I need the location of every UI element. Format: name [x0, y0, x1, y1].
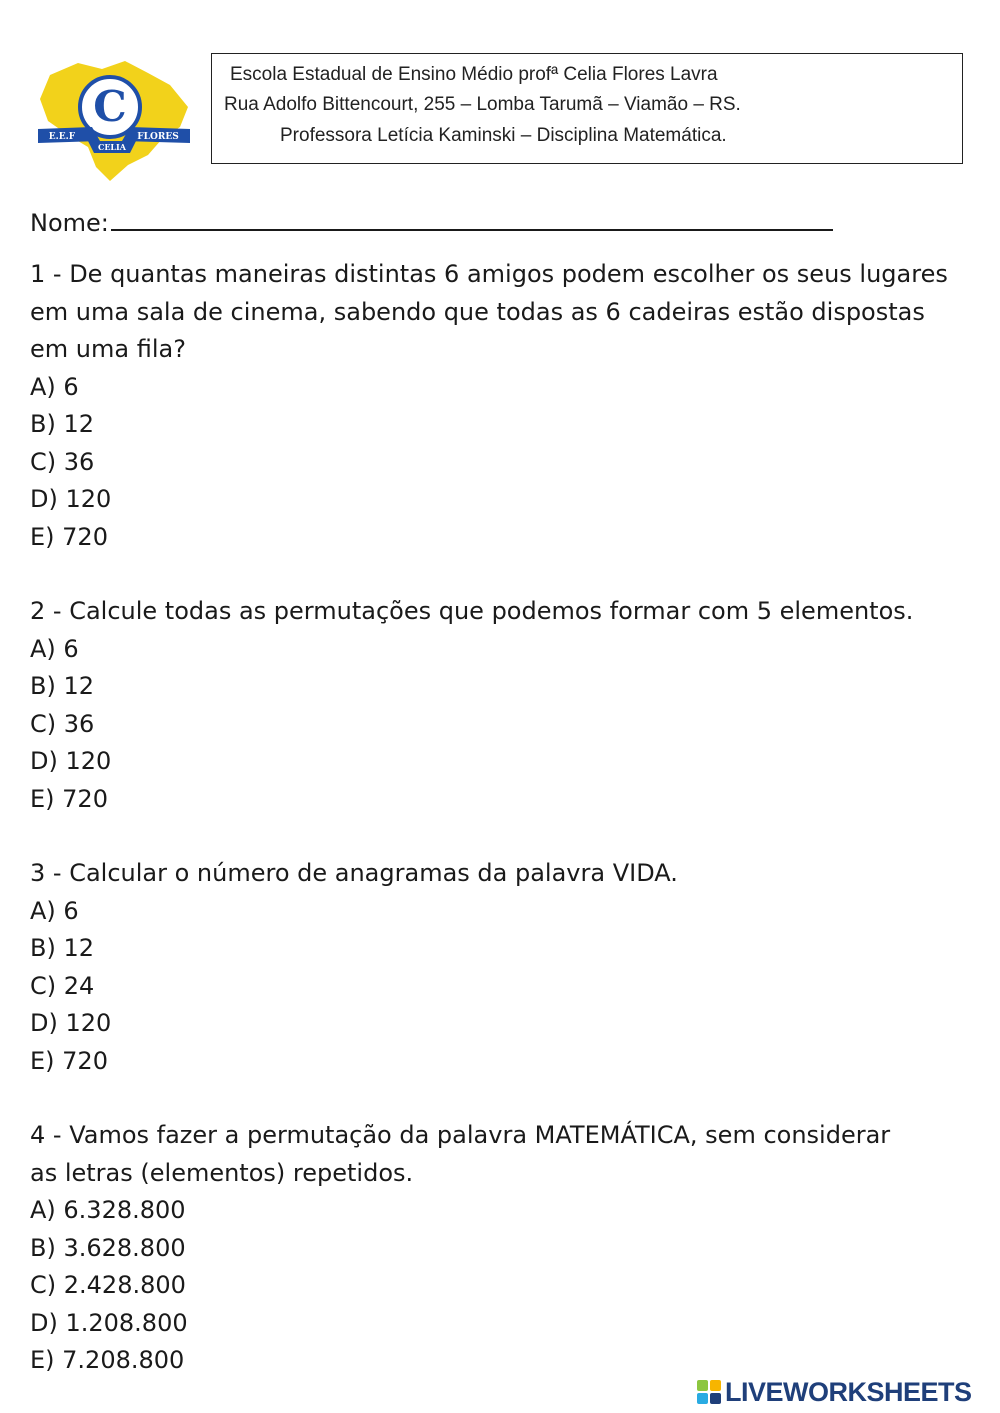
liveworksheets-icon [697, 1380, 721, 1404]
school-address: Rua Adolfo Bittencourt, 255 – Lomba Tarumã – Viamão – RS. [224, 94, 741, 115]
question-4-line: as letras (elementos) repetidos. [30, 1158, 414, 1187]
question-1-option-e[interactable]: E) 720 [30, 522, 108, 551]
logo-letter: C [93, 82, 127, 131]
question-3-option-b[interactable]: B) 12 [30, 934, 94, 962]
question-1-option-b[interactable]: B) 12 [30, 410, 94, 438]
question-4-option-e[interactable]: E) 7.208.800 [30, 1346, 185, 1374]
question-3-option-d[interactable]: D) 120 [30, 1009, 112, 1037]
question-2-option-b[interactable]: B) 12 [30, 672, 94, 700]
question-2-option-d[interactable]: D) 120 [30, 747, 112, 775]
question-1 [30, 256, 970, 556]
school-header [211, 53, 963, 164]
question-4-option-b[interactable]: B) 3.628.800 [30, 1233, 186, 1262]
question-1-option-c[interactable]: C) 36 [30, 447, 95, 476]
name-label: Nome: [30, 209, 109, 237]
teacher-line: Professora Letícia Kaminski – Disciplina Matemática. [280, 125, 727, 146]
school-name: Escola Estadual de Ensino Médio profª Celia Flores Lavra [230, 64, 718, 85]
question-2-option-e[interactable]: E) 720 [30, 784, 108, 813]
liveworksheets-wordmark: LIVEWORKSHEETS [725, 1376, 972, 1407]
question-1-option-a[interactable]: A) 6 [30, 372, 79, 401]
logo-text-left: E.E.F [48, 132, 76, 142]
school-logo [30, 55, 200, 185]
question-3 [30, 855, 970, 1080]
name-blank-line[interactable] [111, 203, 833, 231]
question-1-line: em uma fila? [30, 335, 186, 363]
school-logo-graphic [30, 55, 200, 185]
question-1-option-d[interactable]: D) 120 [30, 485, 112, 513]
question-4-option-c[interactable]: C) 2.428.800 [30, 1271, 186, 1299]
liveworksheets-brand [697, 1375, 972, 1409]
logo-text-right: FLORES [137, 132, 179, 142]
question-3-option-a[interactable]: A) 6 [30, 896, 79, 925]
question-3-option-e[interactable]: E) 720 [30, 1046, 108, 1075]
question-4-line: 4 - Vamos fazer a permutação da palavra MATEMÁTICA, sem considerar [30, 1121, 891, 1149]
question-4-option-d[interactable]: D) 1.208.800 [30, 1308, 188, 1337]
question-2-line: 2 - Calcule todas as permutações que podemos formar com 5 elementos. [30, 597, 914, 625]
question-2-option-c[interactable]: C) 36 [30, 709, 95, 738]
question-1-line: em uma sala de cinema, sabendo que todas as 6 cadeiras estão dispostas [30, 297, 925, 326]
question-3-line: 3 - Calcular o número de anagramas da palavra VIDA. [30, 859, 678, 887]
question-4 [30, 1117, 970, 1380]
question-2-option-a[interactable]: A) 6 [30, 634, 79, 663]
question-1-line: 1 - De quantas maneiras distintas 6 amigos podem escolher os seus lugares [30, 260, 948, 288]
question-3-option-c[interactable]: C) 24 [30, 971, 95, 1000]
logo-text-mid: CELIA [97, 142, 127, 152]
name-field [30, 203, 833, 237]
question-2 [30, 593, 970, 818]
question-4-option-a[interactable]: A) 6.328.800 [30, 1196, 186, 1224]
